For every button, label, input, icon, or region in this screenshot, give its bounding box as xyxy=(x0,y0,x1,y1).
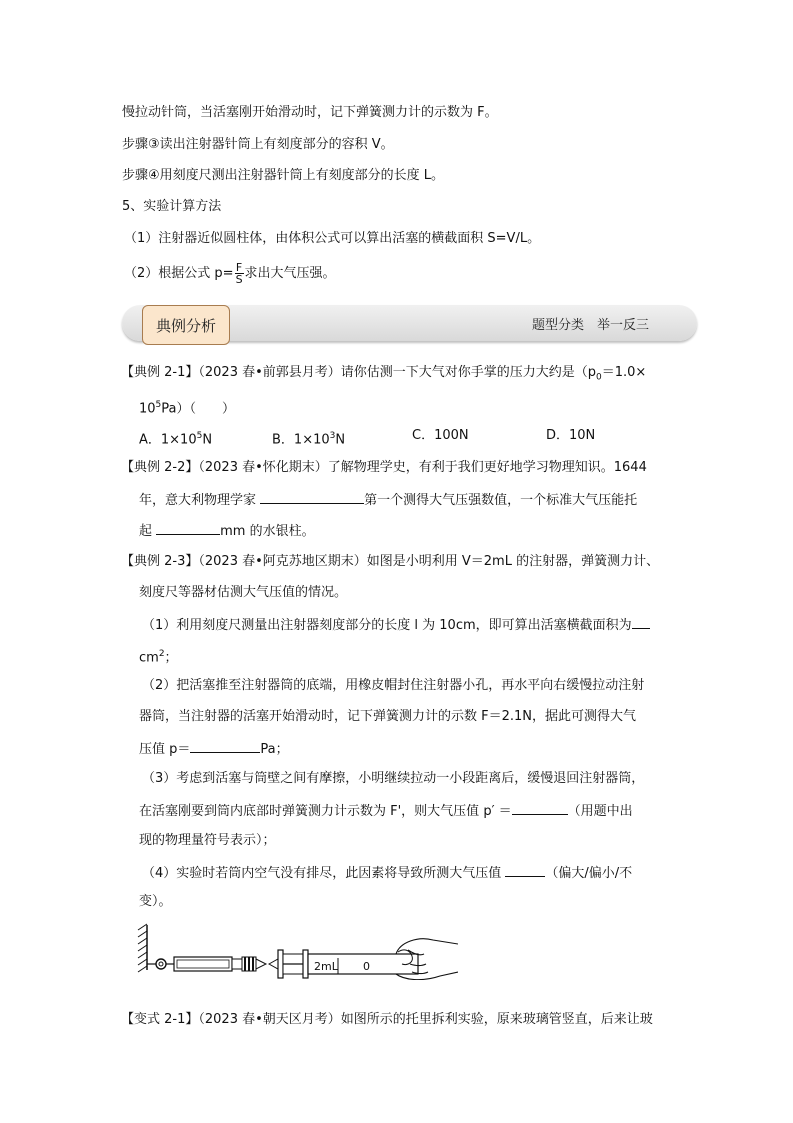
scale-zero: 0 xyxy=(363,960,370,973)
text-line: 步骤④用刻度尺测出注射器针筒上有刻度部分的长度 L。 xyxy=(122,168,445,183)
formula-prefix: （2）根据公式 p= xyxy=(124,266,234,281)
numerator: F xyxy=(235,261,243,274)
banner-tab: 典例分析 xyxy=(142,305,230,345)
superscript: 5 xyxy=(155,400,162,410)
fraction xyxy=(235,262,244,285)
answer-blank[interactable] xyxy=(632,615,650,629)
sub-question-2-cont: 器筒，当注射器的活塞开始滑动时，记下弹簧测力计的示数 F＝2.1N，据此可测得大气 xyxy=(139,709,637,724)
option-c: C．100N xyxy=(412,428,469,443)
text: 起 xyxy=(139,524,157,539)
option-text: B．1×10 xyxy=(272,432,330,448)
superscript: 3 xyxy=(329,431,336,441)
text: mm 的水银柱。 xyxy=(220,524,315,539)
question-label: 【变式 2-1】 xyxy=(121,1012,199,1027)
option-d: D．10N xyxy=(546,428,596,443)
option-unit: N xyxy=(335,432,346,448)
text: （1）利用刻度尺测量出注射器刻度部分的长度 l 为 10cm，即可算出活塞横截面积为 xyxy=(142,618,632,633)
sub-question-3-cont: 现的物理量符号表示）； xyxy=(139,833,276,848)
question-label: 【典例 2-2】 xyxy=(121,460,199,475)
text-line: 慢拉动针筒，当活塞刚开始滑动时，记下弹簧测力计的示数为 F。 xyxy=(122,105,498,120)
text: 在活塞刚要到筒内底部时弹簧测力计示数为 F'，则大气压值 p′ ＝ xyxy=(139,804,512,819)
sub-question-1 xyxy=(142,615,650,635)
answer-blank[interactable] xyxy=(505,863,545,877)
sub-question-2-cont xyxy=(139,739,289,759)
answer-blank[interactable] xyxy=(260,490,364,504)
hook-tip xyxy=(256,959,266,969)
sub-question-4 xyxy=(142,863,632,883)
text: Pa； xyxy=(260,742,289,757)
denominator: S xyxy=(235,273,243,286)
syringe-figure xyxy=(128,920,458,980)
option-a xyxy=(139,427,212,449)
sub-question-3: （3）考虑到活塞与筒壁之间有摩擦，小明继续拉动一小段距离后，缓慢退回注射器筒， xyxy=(142,771,645,786)
question-label: 【典例 2-1】 xyxy=(121,365,199,380)
answer-blank[interactable] xyxy=(190,739,260,753)
superscript: 5 xyxy=(196,431,203,441)
text: （偏大/偏小/不 xyxy=(545,866,633,881)
section-heading: 5、实验计算方法 xyxy=(122,199,222,214)
sub-question-2: （2）把活塞推至注射器筒的底端，用橡皮帽封住注射器小孔，再水平向右缓慢拉动注射 xyxy=(142,678,645,693)
spring-scale-ring xyxy=(156,959,166,969)
syringe-flange xyxy=(303,950,308,978)
answer-blank[interactable] xyxy=(156,521,220,535)
question-text: （2023 春•前郭县月考）请你估测一下大气对你手掌的压力大约是（p xyxy=(198,365,597,380)
sub-question-3-cont xyxy=(139,801,633,821)
text-line: 步骤③读出注射器针筒上有刻度部分的容积 V。 xyxy=(122,137,394,152)
text-line: 刻度尺等器材估测大气压值的情况。 xyxy=(139,585,348,600)
question-2-3 xyxy=(121,553,659,571)
text: （4）实验时若筒内空气没有排尽，此因素将导致所测大气压值 xyxy=(142,866,506,881)
sub-question-1-cont xyxy=(139,645,178,667)
option-text: A．1×10 xyxy=(139,432,197,448)
variant-2-1 xyxy=(121,1011,653,1029)
answer-blank[interactable] xyxy=(512,801,568,815)
text: 年，意大利物理学家 xyxy=(139,493,261,508)
question-2-2-cont xyxy=(139,521,315,541)
question-2-1-cont xyxy=(139,396,235,418)
question-text: （2023 春•朝天区月考）如图所示的托里拆利实验，原来玻璃管竖直，后来让玻 xyxy=(198,1012,653,1027)
text: 10 xyxy=(139,401,156,417)
syringe-flange xyxy=(278,950,283,978)
question-text: （2023 春•怀化期末）了解物理学史，有利于我们更好地学习物理知识。1644 xyxy=(198,460,647,475)
question-label: 【典例 2-3】 xyxy=(121,554,199,569)
formula-line xyxy=(124,262,336,285)
text: ； xyxy=(164,650,178,666)
question-text: ＝1.0× xyxy=(601,365,647,380)
question-2-2-cont xyxy=(139,490,637,510)
sub-question-4-cont: 变）。 xyxy=(139,894,172,909)
text: 压值 p＝ xyxy=(139,742,191,757)
unit: cm xyxy=(139,650,159,666)
question-2-1 xyxy=(121,364,646,387)
question-text: （2023 春•阿克苏地区期末）如图是小明利用 V＝2mL 的注射器，弹簧测力计、 xyxy=(198,554,660,569)
text: 第一个测得大气压强数值，一个标准大气压能托 xyxy=(364,493,638,508)
spring-scale-indicator xyxy=(244,957,254,971)
question-2-2 xyxy=(121,459,647,477)
option-unit: N xyxy=(202,432,213,448)
wall-hatch xyxy=(138,924,147,972)
subscript: 0 xyxy=(596,372,602,383)
text-line: （1）注射器近似圆柱体，由体积公式可以算出活塞的横截面积 S=V/L。 xyxy=(124,231,541,246)
text: （用题中出 xyxy=(567,804,633,819)
formula-suffix: 求出大气压强。 xyxy=(244,266,336,281)
syringe-nozzle xyxy=(269,959,278,969)
option-b xyxy=(272,427,345,449)
text: Pa）（ ） xyxy=(161,401,236,417)
banner-subtitle: 题型分类 举一反三 xyxy=(532,318,650,333)
syringe-label: 2mL xyxy=(314,960,338,973)
superscript: 2 xyxy=(158,649,165,659)
